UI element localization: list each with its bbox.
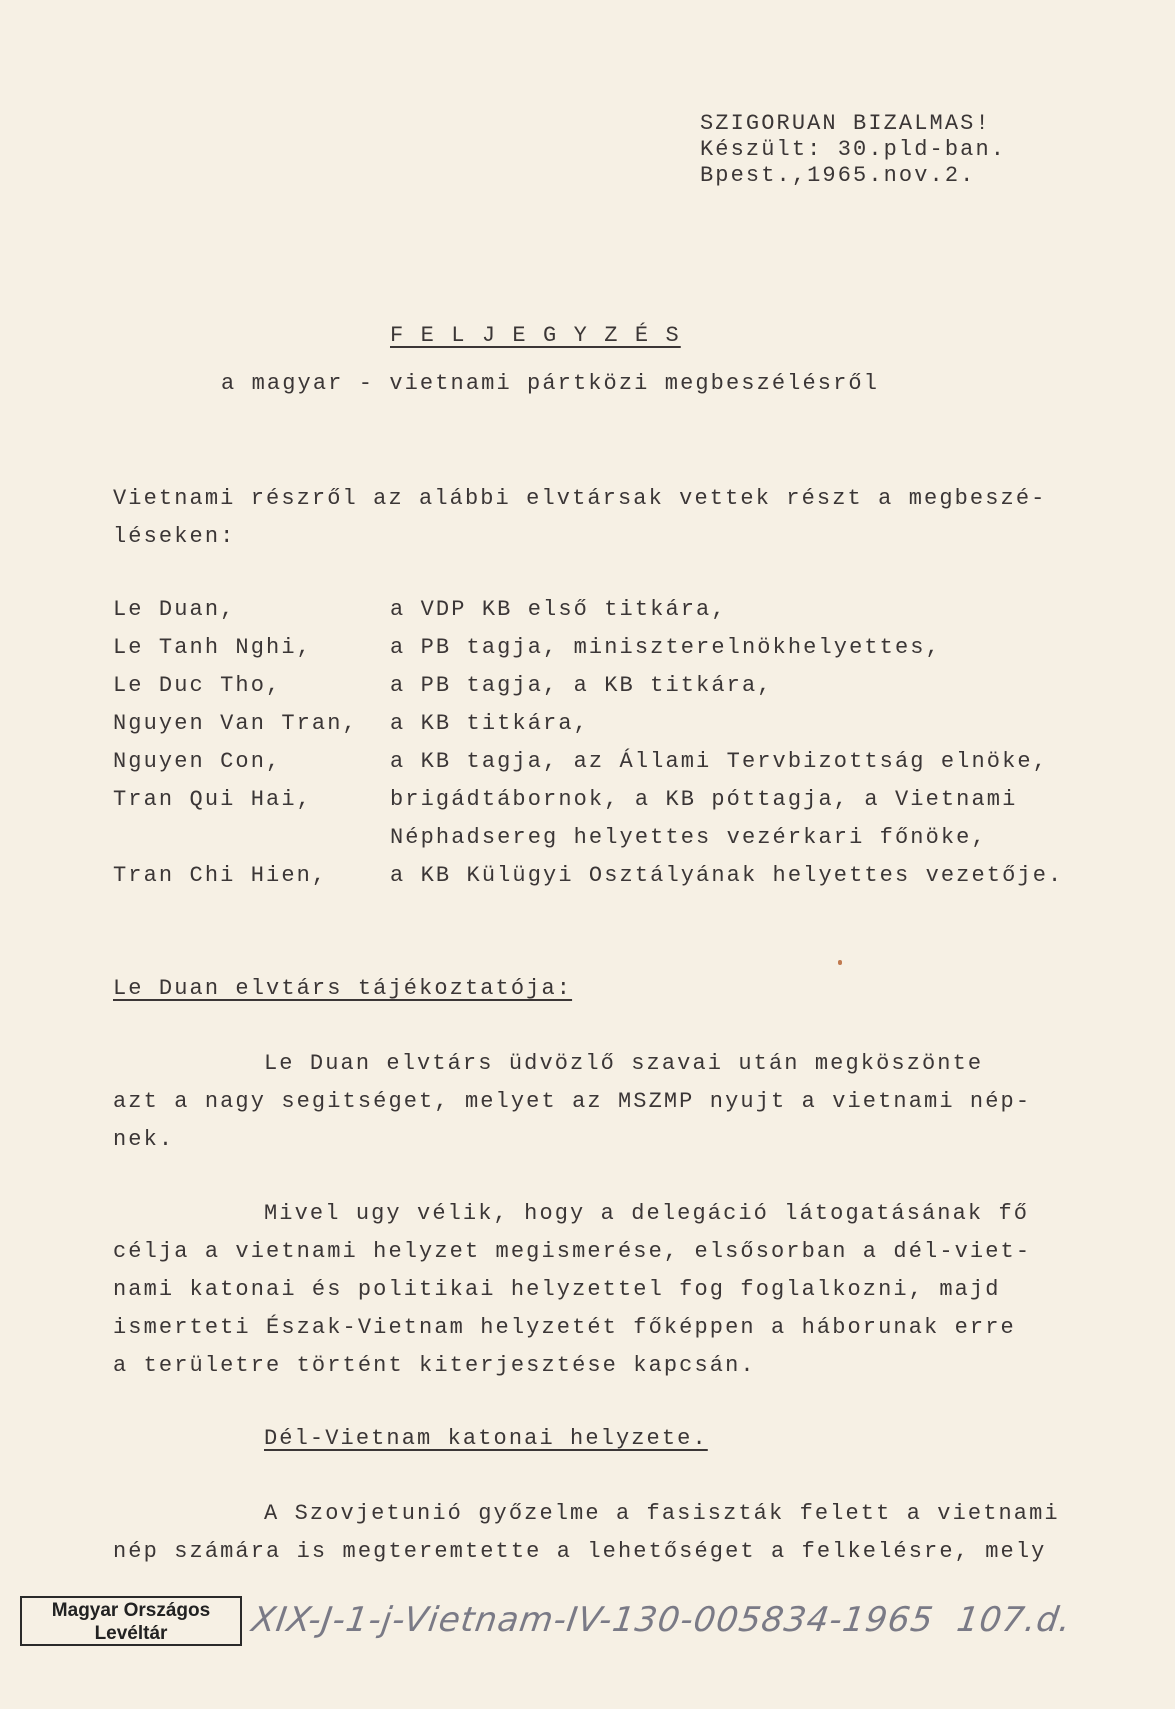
participant-role: a VDP KB első titkára, (390, 597, 727, 622)
participant-role: a PB tagja, a KB titkára, (390, 673, 773, 698)
paragraph-line: ismerteti Észak-Vietnam helyzetét főképpen a háborunak erre (113, 1315, 1016, 1340)
participant-name: Nguyen Con, (113, 749, 282, 774)
ink-speck (838, 960, 842, 965)
document-title: F E L J E G Y Z É S (390, 323, 681, 348)
section-heading: Le Duan elvtárs tájékoztatója: (113, 976, 573, 1001)
participant-name: Le Tanh Nghi, (113, 635, 312, 660)
participant-role: a KB Külügyi Osztályának helyettes vezetője. (390, 863, 1064, 888)
participant-name: Tran Chi Hien, (113, 863, 328, 888)
participant-role: a KB tagja, az Állami Tervbizottság elnöke, (390, 749, 1048, 774)
paragraph-line: nek. (113, 1127, 175, 1152)
stamp-line: Magyar Országos (51, 1600, 211, 1621)
place-date: Bpest.,1965.nov.2. (700, 163, 976, 188)
classification-mark: SZIGORUAN BIZALMAS! (700, 111, 991, 136)
participant-role: a KB titkára, (390, 711, 589, 736)
copies-note: Készült: 30.pld-ban. (700, 137, 1007, 162)
section-heading: Dél-Vietnam katonai helyzete. (264, 1426, 708, 1451)
handwritten-archive-reference: XIX-J-1-j-Vietnam-IV-130-005834-1965 107.d. (249, 1600, 1074, 1640)
participant-role: Néphadsereg helyettes vezérkari főnöke, (390, 825, 987, 850)
paragraph-line: a területre történt kiterjesztése kapcsán. (113, 1353, 756, 1378)
participant-role: brigádtábornok, a KB póttagja, a Vietnami (390, 787, 1018, 812)
participant-name: Nguyen Van Tran, (113, 711, 358, 736)
intro-line: léseken: (113, 524, 236, 549)
paragraph-line: Le Duan elvtárs üdvözlő szavai után megköszönte (264, 1051, 984, 1076)
stamp-line: Levéltár (94, 1623, 168, 1644)
participant-name: Le Duan, (113, 597, 236, 622)
paragraph-line: azt a nagy segitséget, melyet az MSZMP nyujt a vietnami nép- (113, 1089, 1032, 1114)
paragraph-line: célja a vietnami helyzet megismerése, elsősorban a dél-viet- (113, 1239, 1032, 1264)
archive-stamp (20, 1596, 242, 1646)
intro-line: Vietnami részről az alábbi elvtársak vettek részt a megbeszé- (113, 486, 1047, 511)
paragraph-line: A Szovjetunió győzelme a fasiszták felett a vietnami (264, 1501, 1060, 1526)
paragraph-line: nami katonai és politikai helyzettel fog foglalkozni, majd (113, 1277, 1001, 1302)
paragraph-line: nép számára is megteremtette a lehetőséget a felkelésre, mely (113, 1539, 1047, 1564)
participant-role: a PB tagja, miniszterelnökhelyettes, (390, 635, 941, 660)
paragraph-line: Mivel ugy vélik, hogy a delegáció látogatásának fő (264, 1201, 1030, 1226)
document-subtitle: a magyar - vietnami pártközi megbeszélésről (221, 371, 879, 396)
participant-name: Tran Qui Hai, (113, 787, 312, 812)
participant-name: Le Duc Tho, (113, 673, 282, 698)
